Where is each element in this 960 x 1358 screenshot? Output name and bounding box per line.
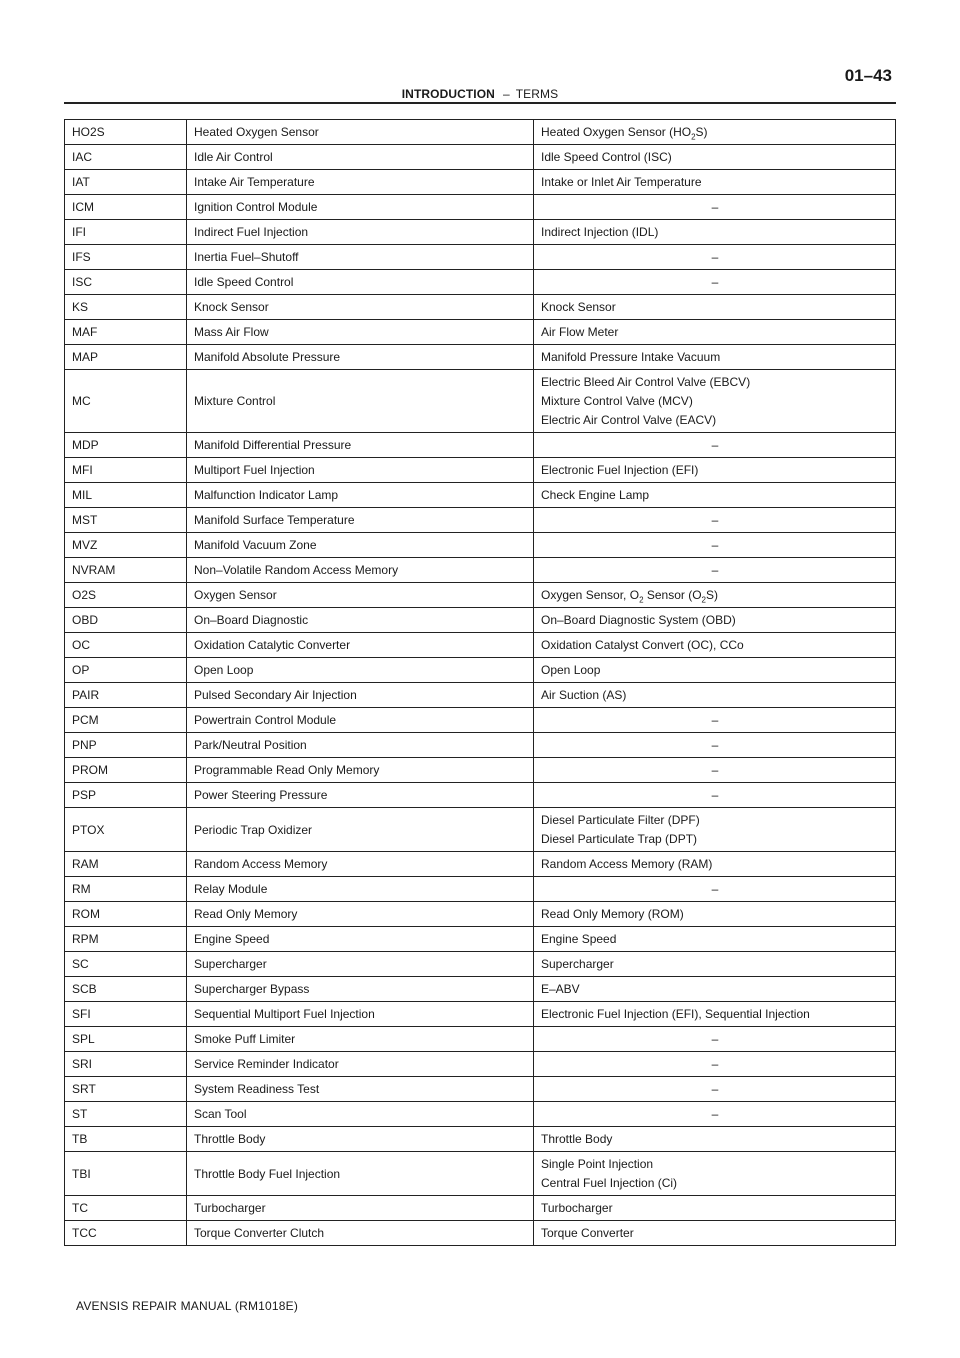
table-row: [65, 145, 896, 170]
toyota-term-line: Check Engine Lamp: [541, 488, 650, 502]
toyota-term-cell: –: [534, 533, 896, 558]
table-row: [65, 558, 896, 583]
toyota-term-cell: –: [534, 195, 896, 220]
sae-term-cell: Manifold Absolute Pressure: [187, 345, 534, 370]
sae-term-cell: Supercharger: [187, 952, 534, 977]
sae-term-cell: Turbocharger: [187, 1196, 534, 1221]
toyota-term-line: Electronic Fuel Injection (EFI): [541, 463, 699, 477]
toyota-term-cell: [534, 145, 896, 170]
abbreviation-cell: TC: [65, 1196, 187, 1221]
sae-term-cell: Powertrain Control Module: [187, 708, 534, 733]
toyota-term-cell: –: [534, 270, 896, 295]
sae-term-cell: Read Only Memory: [187, 902, 534, 927]
toyota-term-cell: [534, 295, 896, 320]
abbreviation-cell: MAF: [65, 320, 187, 345]
table-row: [65, 902, 896, 927]
table-row: [65, 1221, 896, 1246]
table-row: [65, 758, 896, 783]
sae-term-cell: System Readiness Test: [187, 1077, 534, 1102]
table-row: [65, 1027, 896, 1052]
abbreviation-cell: SPL: [65, 1027, 187, 1052]
sae-term-cell: Supercharger Bypass: [187, 977, 534, 1002]
toyota-term-cell: [534, 458, 896, 483]
toyota-term-cell: –: [534, 1052, 896, 1077]
page-number: 01–43: [844, 66, 892, 85]
abbreviation-cell: OC: [65, 633, 187, 658]
toyota-term-cell: [534, 658, 896, 683]
sae-term-cell: Manifold Differential Pressure: [187, 433, 534, 458]
toyota-term-line: Manifold Pressure Intake Vacuum: [541, 350, 721, 364]
abbreviation-cell: PNP: [65, 733, 187, 758]
sae-term-cell: Non–Volatile Random Access Memory: [187, 558, 534, 583]
sae-term-cell: Smoke Puff Limiter: [187, 1027, 534, 1052]
table-row: [65, 170, 896, 195]
table-row: [65, 120, 896, 145]
table-row: [65, 683, 896, 708]
table-row: [65, 952, 896, 977]
abbreviation-cell: ISC: [65, 270, 187, 295]
toyota-term-cell: –: [534, 1102, 896, 1127]
abbreviation-cell: IAT: [65, 170, 187, 195]
sae-term-cell: Periodic Trap Oxidizer: [187, 808, 534, 852]
toyota-term-line: E–ABV: [541, 982, 580, 996]
abbreviation-cell: MDP: [65, 433, 187, 458]
table-row: [65, 533, 896, 558]
table-row: [65, 1127, 896, 1152]
table-row: [65, 320, 896, 345]
sae-term-cell: Malfunction Indicator Lamp: [187, 483, 534, 508]
abbreviation-cell: TCC: [65, 1221, 187, 1246]
toyota-term-line: Single Point Injection: [541, 1157, 654, 1171]
toyota-term-line: Intake or Inlet Air Temperature: [541, 175, 702, 189]
toyota-term-line: Throttle Body: [541, 1132, 613, 1146]
sae-term-cell: Intake Air Temperature: [187, 170, 534, 195]
toyota-term-cell: [534, 1152, 896, 1196]
table-row: [65, 295, 896, 320]
table-row: [65, 583, 896, 608]
table-row: [65, 852, 896, 877]
table-row: [65, 808, 896, 852]
toyota-term-cell: –: [534, 877, 896, 902]
abbreviation-cell: PSP: [65, 783, 187, 808]
toyota-term-line: Indirect Injection (IDL): [541, 225, 659, 239]
abbreviation-cell: IFI: [65, 220, 187, 245]
toyota-term-line: Electric Air Control Valve (EACV): [541, 413, 717, 427]
table-row: [65, 270, 896, 295]
sae-term-cell: On–Board Diagnostic: [187, 608, 534, 633]
sae-term-cell: Knock Sensor: [187, 295, 534, 320]
abbreviation-cell: MAP: [65, 345, 187, 370]
toyota-term-cell: [534, 608, 896, 633]
footer-manual-title: AVENSIS REPAIR MANUAL (RM1018E): [76, 1299, 299, 1313]
table-row: [65, 927, 896, 952]
toyota-term-line: Turbocharger: [541, 1201, 613, 1215]
toyota-term-line: Supercharger: [541, 957, 614, 971]
abbreviation-cell: ST: [65, 1102, 187, 1127]
abbreviation-cell: SC: [65, 952, 187, 977]
toyota-term-cell: [534, 852, 896, 877]
sae-term-cell: Random Access Memory: [187, 852, 534, 877]
toyota-term-line: Knock Sensor: [541, 300, 616, 314]
abbreviation-cell: RAM: [65, 852, 187, 877]
sae-term-cell: Mass Air Flow: [187, 320, 534, 345]
toyota-term-line: Mixture Control Valve (MCV): [541, 394, 693, 408]
abbreviation-cell: ICM: [65, 195, 187, 220]
toyota-term-cell: –: [534, 433, 896, 458]
abbreviation-cell: PTOX: [65, 808, 187, 852]
toyota-term-line: Central Fuel Injection (Ci): [541, 1176, 678, 1190]
sae-term-cell: Manifold Vacuum Zone: [187, 533, 534, 558]
abbreviation-cell: MC: [65, 370, 187, 433]
abbreviation-cell: OP: [65, 658, 187, 683]
toyota-term-cell: [534, 902, 896, 927]
sae-term-cell: Oxygen Sensor: [187, 583, 534, 608]
table-row: [65, 733, 896, 758]
toyota-term-cell: [534, 808, 896, 852]
abbreviation-cell: NVRAM: [65, 558, 187, 583]
toyota-term-line: Open Loop: [541, 663, 601, 677]
sae-term-cell: Open Loop: [187, 658, 534, 683]
toyota-term-cell: –: [534, 733, 896, 758]
abbreviation-cell: O2S: [65, 583, 187, 608]
sae-term-cell: Park/Neutral Position: [187, 733, 534, 758]
toyota-term-line: Air Suction (AS): [541, 688, 627, 702]
table-row: [65, 195, 896, 220]
sae-term-cell: Manifold Surface Temperature: [187, 508, 534, 533]
abbreviation-cell: IAC: [65, 145, 187, 170]
toyota-term-cell: –: [534, 1027, 896, 1052]
abbreviation-cell: RPM: [65, 927, 187, 952]
abbreviation-cell: SRI: [65, 1052, 187, 1077]
sae-term-cell: Oxidation Catalytic Converter: [187, 633, 534, 658]
toyota-term-cell: –: [534, 558, 896, 583]
table-row: [65, 1002, 896, 1027]
toyota-term-cell: [534, 583, 896, 608]
toyota-term-cell: –: [534, 783, 896, 808]
table-row: [65, 458, 896, 483]
table-row: [65, 220, 896, 245]
toyota-term-cell: [534, 633, 896, 658]
abbreviation-cell: HO2S: [65, 120, 187, 145]
toyota-term-cell: [534, 1196, 896, 1221]
toyota-term-cell: [534, 345, 896, 370]
toyota-term-line: Torque Converter: [541, 1226, 634, 1240]
abbreviation-cell: PCM: [65, 708, 187, 733]
abbreviation-cell: OBD: [65, 608, 187, 633]
toyota-term-cell: [534, 927, 896, 952]
toyota-term-line: Oxygen Sensor, $O_2$ Sensor $(O_2S)$: [541, 588, 718, 605]
table-row: [65, 633, 896, 658]
abbreviation-cell: MVZ: [65, 533, 187, 558]
table-row: [65, 483, 896, 508]
sae-term-cell: Multiport Fuel Injection: [187, 458, 534, 483]
abbreviation-cell: KS: [65, 295, 187, 320]
toyota-term-line: Random Access Memory (RAM): [541, 857, 713, 871]
abbreviation-cell: SFI: [65, 1002, 187, 1027]
toyota-term-cell: [534, 977, 896, 1002]
abbreviation-cell: TB: [65, 1127, 187, 1152]
toyota-term-cell: [534, 1002, 896, 1027]
table-row: [65, 370, 896, 433]
sae-term-cell: Service Reminder Indicator: [187, 1052, 534, 1077]
toyota-term-line: Oxidation Catalyst Convert (OC), CCo: [541, 638, 744, 652]
sae-term-cell: Heated Oxygen Sensor: [187, 120, 534, 145]
sae-term-cell: Sequential Multiport Fuel Injection: [187, 1002, 534, 1027]
table-row: [65, 345, 896, 370]
abbreviation-cell: MIL: [65, 483, 187, 508]
terms-table: [64, 119, 896, 1246]
abbreviation-cell: MST: [65, 508, 187, 533]
toyota-term-cell: –: [534, 708, 896, 733]
sae-term-cell: Idle Speed Control: [187, 270, 534, 295]
table-row: [65, 1102, 896, 1127]
toyota-term-cell: [534, 1221, 896, 1246]
toyota-term-cell: [534, 120, 896, 145]
table-row: [65, 433, 896, 458]
sae-term-cell: Programmable Read Only Memory: [187, 758, 534, 783]
toyota-term-line: Diesel Particulate Trap (DPT): [541, 832, 698, 846]
sae-term-cell: Relay Module: [187, 877, 534, 902]
toyota-term-line: Read Only Memory (ROM): [541, 907, 684, 921]
sae-term-cell: Scan Tool: [187, 1102, 534, 1127]
abbreviation-cell: TBI: [65, 1152, 187, 1196]
sae-term-cell: Engine Speed: [187, 927, 534, 952]
abbreviation-cell: PAIR: [65, 683, 187, 708]
table-row: [65, 1052, 896, 1077]
toyota-term-line: Electronic Fuel Injection (EFI), Sequential Injection: [541, 1007, 810, 1021]
sae-term-cell: Pulsed Secondary Air Injection: [187, 683, 534, 708]
header-title: [64, 87, 896, 101]
toyota-term-cell: [534, 370, 896, 433]
sae-term-cell: Throttle Body Fuel Injection: [187, 1152, 534, 1196]
header-separator: –: [502, 87, 510, 101]
toyota-term-line: Diesel Particulate Filter (DPF): [541, 813, 700, 827]
sae-term-cell: Mixture Control: [187, 370, 534, 433]
toyota-term-cell: [534, 952, 896, 977]
abbreviation-cell: SRT: [65, 1077, 187, 1102]
toyota-term-cell: [534, 320, 896, 345]
sae-term-cell: Throttle Body: [187, 1127, 534, 1152]
table-row: [65, 708, 896, 733]
abbreviation-cell: IFS: [65, 245, 187, 270]
abbreviation-cell: ROM: [65, 902, 187, 927]
toyota-term-cell: –: [534, 758, 896, 783]
toyota-term-cell: [534, 170, 896, 195]
section-title: INTRODUCTION: [401, 87, 495, 101]
sae-term-cell: Power Steering Pressure: [187, 783, 534, 808]
abbreviation-cell: PROM: [65, 758, 187, 783]
table-row: [65, 658, 896, 683]
toyota-term-line: Idle Speed Control (ISC): [541, 150, 672, 164]
table-row: [65, 977, 896, 1002]
terms-table-body: [65, 120, 896, 1246]
toyota-term-line: Electric Bleed Air Control Valve (EBCV): [541, 375, 751, 389]
subsection-title: TERMS: [515, 87, 559, 101]
sae-term-cell: Ignition Control Module: [187, 195, 534, 220]
abbreviation-cell: RM: [65, 877, 187, 902]
toyota-term-cell: –: [534, 245, 896, 270]
toyota-term-line: On–Board Diagnostic System (OBD): [541, 613, 736, 627]
table-row: [65, 1196, 896, 1221]
abbreviation-cell: MFI: [65, 458, 187, 483]
toyota-term-cell: [534, 1127, 896, 1152]
toyota-term-cell: [534, 483, 896, 508]
table-row: [65, 783, 896, 808]
table-row: [65, 245, 896, 270]
toyota-term-cell: [534, 683, 896, 708]
sae-term-cell: Inertia Fuel–Shutoff: [187, 245, 534, 270]
table-row: [65, 1077, 896, 1102]
toyota-term-cell: [534, 220, 896, 245]
toyota-term-line: Air Flow Meter: [541, 325, 619, 339]
sae-term-cell: Idle Air Control: [187, 145, 534, 170]
page-header: [64, 60, 896, 104]
table-row: [65, 877, 896, 902]
toyota-term-line: Heated Oxygen Sensor $(HO_2S)$: [541, 125, 708, 142]
abbreviation-cell: SCB: [65, 977, 187, 1002]
table-row: [65, 1152, 896, 1196]
toyota-term-cell: –: [534, 1077, 896, 1102]
sae-term-cell: Torque Converter Clutch: [187, 1221, 534, 1246]
sae-term-cell: Indirect Fuel Injection: [187, 220, 534, 245]
toyota-term-cell: –: [534, 508, 896, 533]
table-row: [65, 608, 896, 633]
table-row: [65, 508, 896, 533]
toyota-term-line: Engine Speed: [541, 932, 617, 946]
